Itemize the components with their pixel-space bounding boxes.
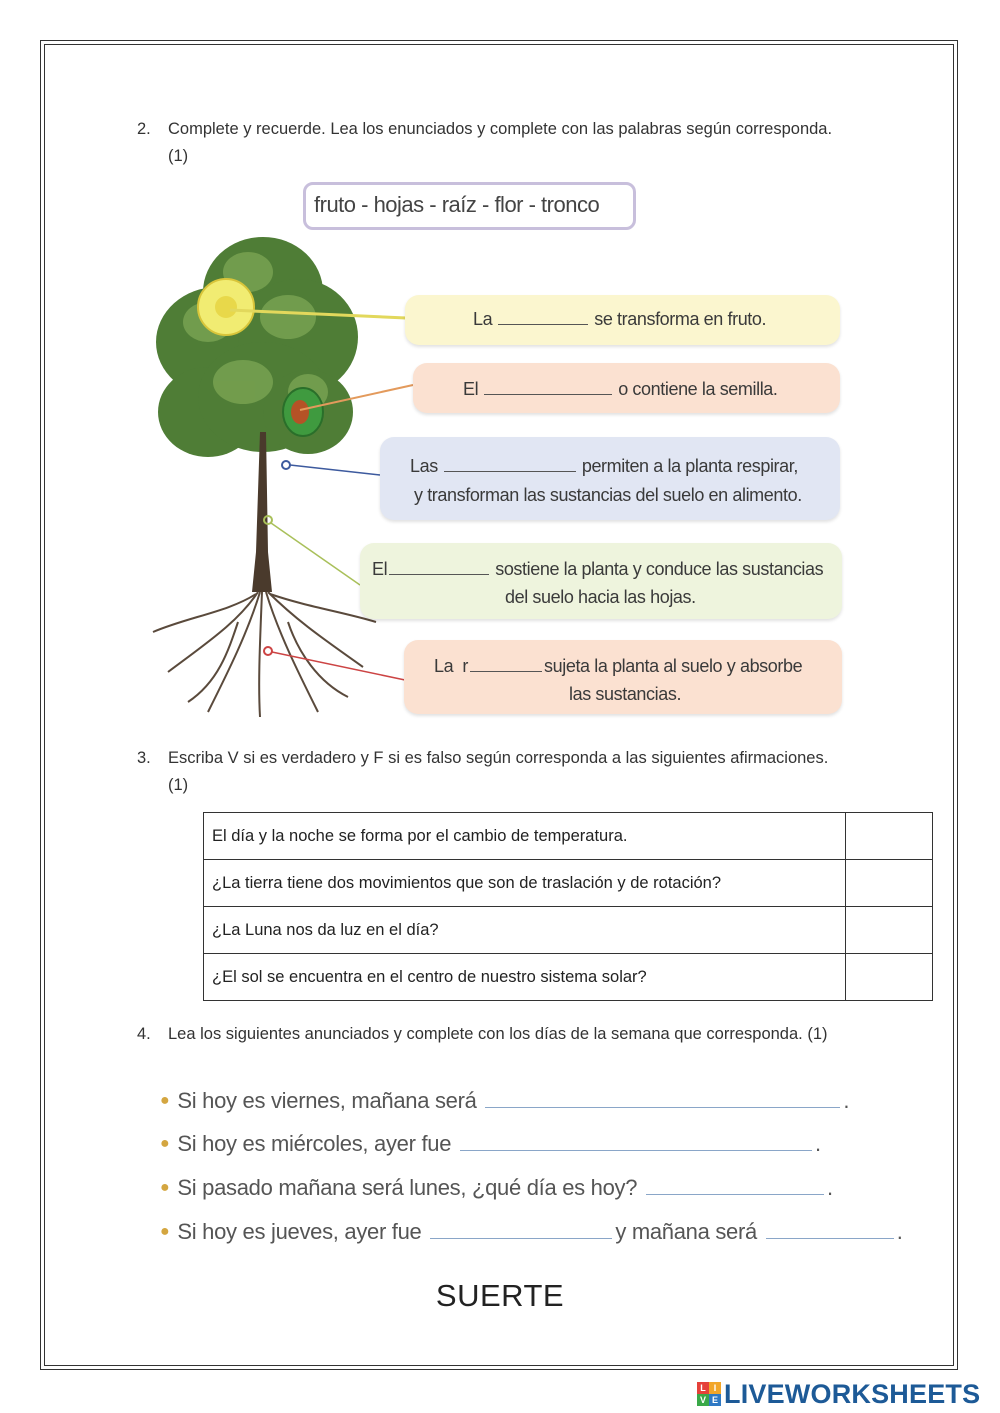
question-number: 3. [137, 749, 151, 767]
logo-letter: L [697, 1382, 709, 1394]
logo-letter: E [709, 1394, 721, 1406]
table-row [204, 954, 933, 1001]
statement-cell: ¿El sol se encuentra en el centro de nuestro sistema solar? [204, 954, 846, 1001]
answer-line[interactable] [646, 1176, 824, 1195]
period: . [843, 1088, 850, 1113]
word-bank: fruto - hojas - raíz - flor - tronco [303, 182, 636, 230]
day-item [160, 1131, 821, 1157]
statement-after: se transforma en fruto. [594, 309, 767, 329]
day-item-text: Si hoy es viernes, mañana será [177, 1088, 477, 1113]
table-row [204, 907, 933, 954]
period: . [814, 1131, 821, 1156]
liveworksheets-icon [697, 1382, 721, 1406]
question-4 [137, 1021, 837, 1048]
bullet-icon: ● [160, 1179, 170, 1196]
bullet-icon: ● [160, 1092, 170, 1109]
statement-before: La r [434, 656, 469, 676]
logo-letter: V [697, 1394, 709, 1406]
statement-box-tronco [360, 543, 842, 619]
bullet-icon: ● [160, 1135, 170, 1152]
statement-before: La [473, 309, 493, 329]
answer-blank[interactable] [389, 558, 489, 575]
question-3 [137, 745, 837, 799]
bullet-icon: ● [160, 1223, 170, 1240]
brand-name: LIVEWORKSHEETS [724, 1378, 981, 1409]
statement-cell: ¿La tierra tiene dos movimientos que son de traslación y de rotación? [204, 860, 846, 907]
statement-before: Las [410, 456, 438, 476]
question-2 [137, 116, 837, 170]
answer-line[interactable] [485, 1089, 840, 1108]
question-number: 4. [137, 1025, 151, 1043]
statement-box-hojas [380, 437, 840, 520]
closing-text: SUERTE [435, 1278, 565, 1313]
day-item-text-2: y mañana será [615, 1219, 757, 1244]
statement-second-line: del suelo hacia las hojas. [505, 587, 696, 607]
answer-cell[interactable] [846, 907, 933, 954]
day-item-text: Si pasado mañana será lunes, ¿qué día es hoy? [177, 1175, 638, 1200]
answer-blank[interactable] [484, 378, 612, 395]
day-item [160, 1219, 903, 1245]
statement-box-fruto [413, 363, 840, 413]
liveworksheets-logo[interactable] [697, 1378, 980, 1410]
statement-after: permiten a la planta respirar, [581, 456, 798, 476]
table-row [204, 813, 933, 860]
answer-cell[interactable] [846, 860, 933, 907]
day-item-text: Si hoy es jueves, ayer fue [177, 1219, 422, 1244]
period: . [827, 1175, 833, 1200]
question-text: Complete y recuerde. Lea los enunciados y complete con las palabras según corresponda. (1) [168, 120, 833, 165]
true-false-table [203, 812, 933, 1001]
day-item [160, 1175, 833, 1201]
question-number: 2. [137, 120, 151, 138]
statement-before: El [372, 559, 388, 579]
logo-letter: I [709, 1382, 721, 1394]
question-text: Escriba V si es verdadero y F si es falso según corresponda a las siguientes afirmaciones. (1) [168, 749, 829, 794]
statement-box-flor [405, 295, 840, 345]
answer-line[interactable] [460, 1132, 812, 1151]
day-item-text: Si hoy es miércoles, ayer fue [177, 1131, 452, 1156]
answer-cell[interactable] [846, 813, 933, 860]
answer-line[interactable] [766, 1220, 894, 1239]
statement-second-line: las sustancias. [569, 684, 682, 704]
statement-before: El [463, 379, 479, 399]
tree-icon [148, 222, 378, 722]
answer-line[interactable] [430, 1220, 612, 1239]
statement-box-raiz [404, 640, 842, 714]
answer-blank[interactable] [444, 455, 576, 472]
statement-cell: ¿La Luna nos da luz en el día? [204, 907, 846, 954]
question-text: Lea los siguientes anunciados y complete con los días de la semana que corresponda. (1) [168, 1025, 828, 1043]
answer-blank[interactable] [498, 308, 588, 325]
day-item [160, 1088, 849, 1114]
statement-second-line: y transforman las sustancias del suelo en alimento. [414, 485, 802, 505]
statement-cell: El día y la noche se forma por el cambio de temperatura. [204, 813, 846, 860]
statement-after: sostiene la planta y conduce las sustancias [495, 559, 824, 579]
tree-illustration [148, 222, 378, 722]
table-row [204, 860, 933, 907]
statement-after: o contiene la semilla. [618, 379, 778, 399]
statement-after: sujeta la planta al suelo y absorbe [544, 656, 803, 676]
answer-cell[interactable] [846, 954, 933, 1001]
period: . [896, 1219, 903, 1244]
answer-blank[interactable] [470, 655, 542, 672]
